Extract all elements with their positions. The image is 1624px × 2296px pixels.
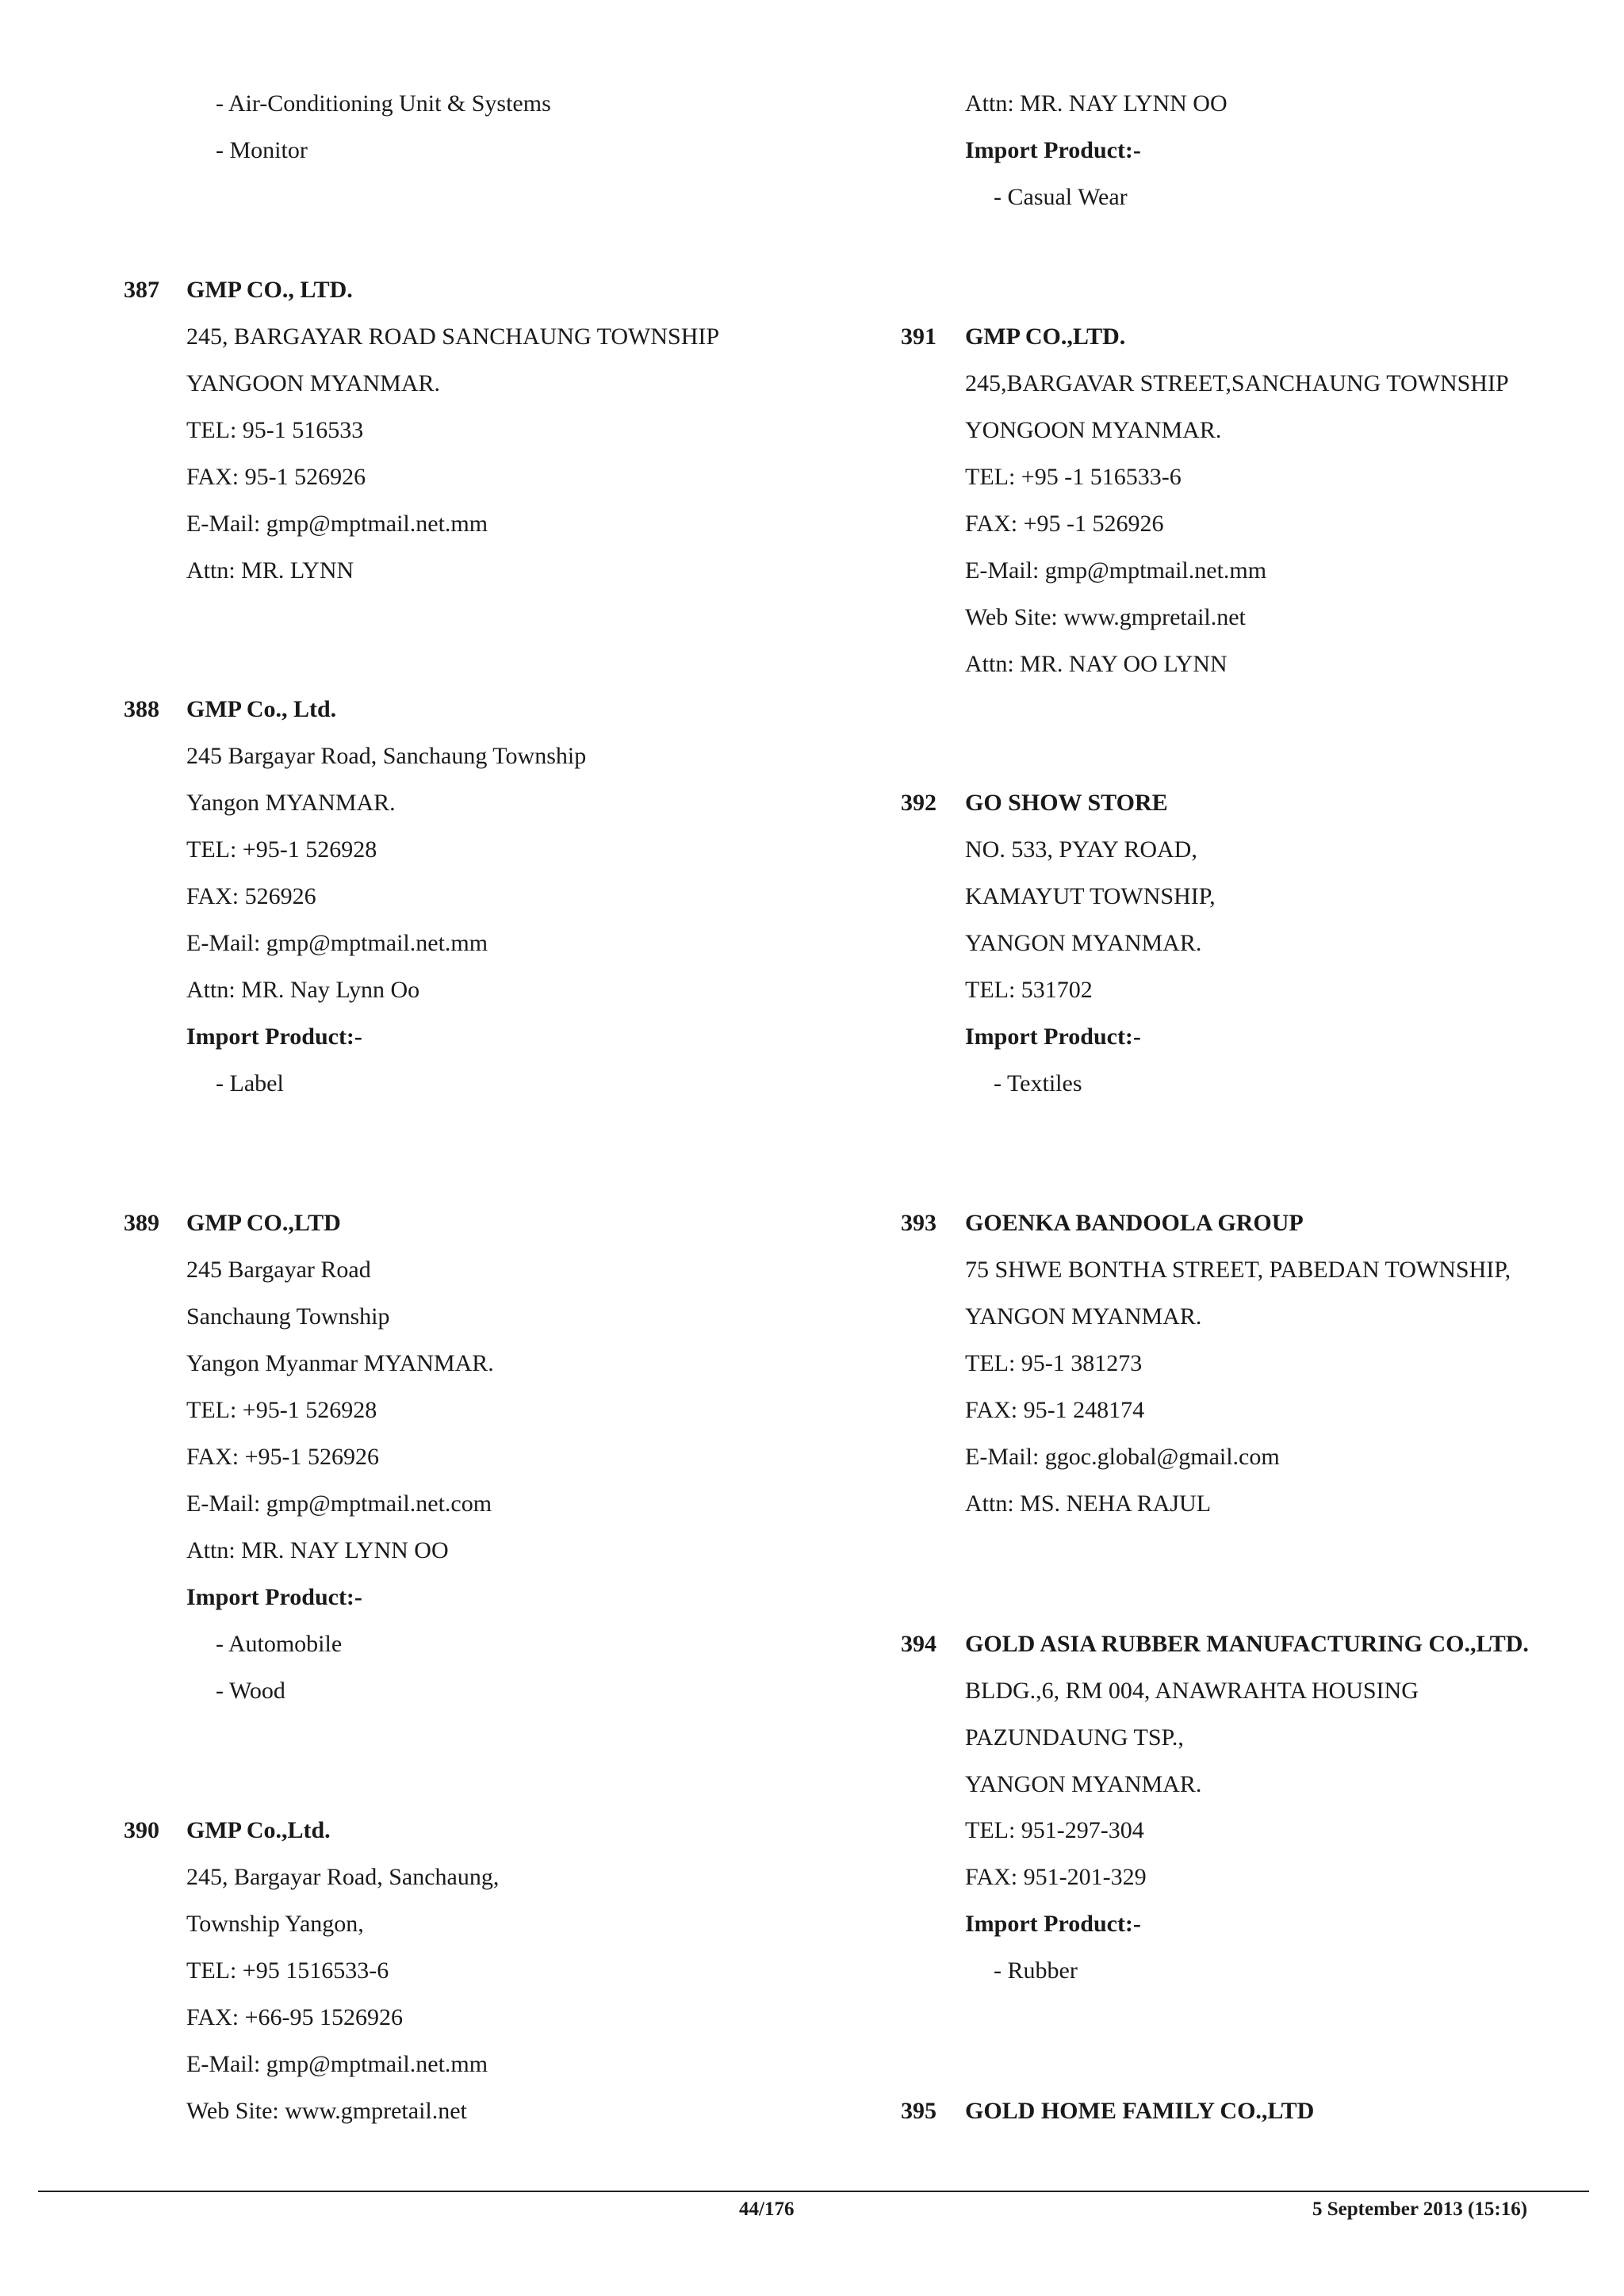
address-line: 75 SHWE BONTHA STREET, PABEDAN TOWNSHIP,: [965, 1257, 1511, 1283]
email-line: E-Mail: gmp@mptmail.net.com: [186, 1490, 492, 1517]
address-line: NO. 533, PYAY ROAD,: [965, 836, 1197, 863]
tel-line: TEL: +95 -1 516533-6: [965, 464, 1182, 490]
product-item: - Rubber: [994, 1957, 1078, 1984]
company-name: GO SHOW STORE: [965, 790, 1168, 816]
product-item: - Casual Wear: [994, 184, 1128, 210]
fax-line: FAX: 526926: [186, 883, 316, 909]
tel-line: TEL: 951-297-304: [965, 1817, 1144, 1843]
product-item: - Monitor: [216, 137, 308, 163]
attn-line: Attn: MR. Nay Lynn Oo: [186, 977, 420, 1003]
fax-line: FAX: 95-1 248174: [965, 1397, 1145, 1423]
email-line: E-Mail: gmp@mptmail.net.mm: [186, 2051, 488, 2077]
website-line: Web Site: www.gmpretail.net: [965, 604, 1246, 630]
fax-line: FAX: +95 -1 526926: [965, 511, 1164, 537]
address-line: PAZUNDAUNG TSP.,: [965, 1724, 1184, 1751]
address-line: YANGON MYANMAR.: [965, 930, 1202, 956]
product-item: - Air-Conditioning Unit & Systems: [216, 90, 551, 117]
address-line: YONGOON MYANMAR.: [965, 417, 1222, 443]
entry-number: 391: [901, 323, 936, 350]
entry-number: 392: [901, 790, 936, 816]
fax-line: FAX: +66-95 1526926: [186, 2004, 404, 2030]
address-line: KAMAYUT TOWNSHIP,: [965, 883, 1216, 909]
import-product-label: Import Product:-: [186, 1024, 362, 1050]
attn-line: Attn: MR. NAY LYNN OO: [186, 1537, 449, 1563]
email-line: E-Mail: ggoc.global@gmail.com: [965, 1444, 1280, 1470]
address-line: 245,BARGAVAR STREET,SANCHAUNG TOWNSHIP: [965, 370, 1509, 396]
entry-number: 387: [124, 277, 159, 303]
address-line: Yangon Myanmar MYANMAR.: [186, 1350, 494, 1376]
company-name: GMP Co., Ltd.: [186, 696, 337, 722]
company-name: GMP Co.,Ltd.: [186, 1817, 331, 1843]
company-name: GOENKA BANDOOLA GROUP: [965, 1210, 1304, 1236]
company-name: GOLD ASIA RUBBER MANUFACTURING CO.,LTD.: [965, 1631, 1529, 1657]
attn-line: Attn: MR. LYNN: [186, 557, 354, 584]
address-line: 245 Bargayar Road, Sanchaung Township: [186, 743, 587, 769]
fax-line: FAX: 951-201-329: [965, 1864, 1147, 1890]
address-line: YANGON MYANMAR.: [965, 1771, 1202, 1797]
address-line: 245, Bargayar Road, Sanchaung,: [186, 1864, 500, 1890]
attn-line: Attn: MR. NAY OO LYNN: [965, 651, 1228, 677]
product-item: - Wood: [216, 1678, 285, 1704]
entry-number: 390: [124, 1817, 159, 1843]
email-line: E-Mail: gmp@mptmail.net.mm: [965, 557, 1267, 584]
import-product-label: Import Product:-: [186, 1584, 362, 1610]
tel-line: TEL: 95-1 516533: [186, 417, 364, 443]
address-line: Yangon MYANMAR.: [186, 790, 396, 816]
import-product-label: Import Product:-: [965, 1911, 1141, 1937]
entry-number: 393: [901, 1210, 936, 1236]
company-name: GOLD HOME FAMILY CO.,LTD: [965, 2098, 1315, 2124]
import-product-label: Import Product:-: [965, 137, 1141, 163]
tel-line: TEL: 531702: [965, 977, 1093, 1003]
footer-divider: [38, 2191, 1589, 2192]
tel-line: TEL: +95-1 526928: [186, 836, 377, 863]
attn-line: Attn: MR. NAY LYNN OO: [965, 90, 1228, 117]
company-name: GMP CO.,LTD.: [965, 323, 1126, 350]
address-line: 245, BARGAYAR ROAD SANCHAUNG TOWNSHIP: [186, 323, 720, 350]
address-line: BLDG.,6, RM 004, ANAWRAHTA HOUSING: [965, 1678, 1419, 1704]
email-line: E-Mail: gmp@mptmail.net.mm: [186, 511, 488, 537]
import-product-label: Import Product:-: [965, 1024, 1141, 1050]
website-line: Web Site: www.gmpretail.net: [186, 2098, 467, 2124]
fax-line: FAX: +95-1 526926: [186, 1444, 380, 1470]
company-name: GMP CO., LTD.: [186, 277, 353, 303]
tel-line: TEL: 95-1 381273: [965, 1350, 1143, 1376]
address-line: 245 Bargayar Road: [186, 1257, 371, 1283]
entry-number: 388: [124, 696, 159, 722]
attn-line: Attn: MS. NEHA RAJUL: [965, 1490, 1212, 1517]
tel-line: TEL: +95 1516533-6: [186, 1957, 389, 1984]
print-date: 5 September 2013 (15:16): [1312, 2198, 1528, 2220]
page-number: 44/176: [739, 2198, 795, 2220]
email-line: E-Mail: gmp@mptmail.net.mm: [186, 930, 488, 956]
address-line: YANGON MYANMAR.: [965, 1303, 1202, 1330]
product-item: - Textiles: [994, 1070, 1082, 1096]
company-name: GMP CO.,LTD: [186, 1210, 341, 1236]
fax-line: FAX: 95-1 526926: [186, 464, 366, 490]
tel-line: TEL: +95-1 526928: [186, 1397, 377, 1423]
product-item: - Automobile: [216, 1631, 343, 1657]
entry-number: 389: [124, 1210, 159, 1236]
entry-number: 394: [901, 1631, 936, 1657]
address-line: Township Yangon,: [186, 1911, 364, 1937]
address-line: Sanchaung Township: [186, 1303, 390, 1330]
entry-number: 395: [901, 2098, 936, 2124]
address-line: YANGOON MYANMAR.: [186, 370, 441, 396]
product-item: - Label: [216, 1070, 284, 1096]
